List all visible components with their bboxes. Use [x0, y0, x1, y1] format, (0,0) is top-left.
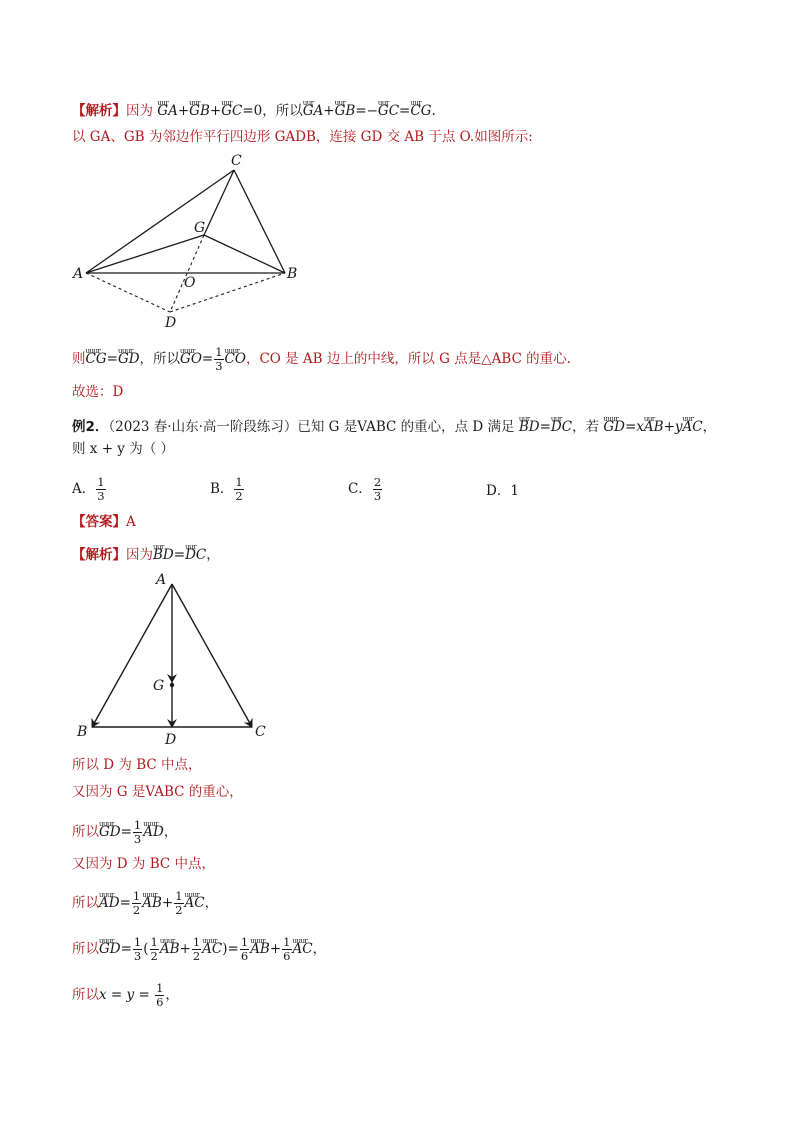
analysis2-s5: 所以uuur AD= $\frac{1}{2}$ uuur AB+ $\frac{1}{2}$ uuur AC，	[72, 888, 218, 917]
analysis-line-3: 则uuur CG=uuur GD，所以uuur GO= $\frac{1}{3}$ uuur CO，CO 是 AB 边上的中线，所以 G 点是△ABC 的重心.	[72, 344, 571, 373]
text: ，CO 是 AB 边上的中线，所以 G 点是△ABC 的重心.	[245, 351, 571, 367]
vector-BD: uur BD	[519, 412, 540, 436]
analysis2-s3: 所以uuur GD= $\frac{1}{3}$ uuur AD，	[72, 817, 177, 846]
fraction: $\frac{1}{2}$	[132, 889, 141, 917]
num: 1	[97, 475, 105, 489]
vector-AC: uuur AC	[202, 934, 222, 958]
figure-triangle	[70, 568, 280, 748]
label-D: D	[165, 315, 177, 331]
option-letter: C．	[348, 481, 372, 497]
option-b	[210, 476, 245, 503]
text: 因为	[126, 103, 153, 119]
analysis-line-2: 以 GA、GB 为邻边作平行四边形 GADB，连接 GD 交 AB 于点 O.如图所示:	[72, 129, 533, 145]
vector-BD: uur BD	[153, 540, 174, 564]
point-G	[170, 683, 174, 687]
vector-AD: uuur AD	[143, 817, 164, 841]
vector-CG: uuur CG	[86, 344, 107, 368]
vector-GD: uuur GD	[99, 934, 121, 958]
vector-AB: uur AB	[644, 412, 664, 436]
text: 所以	[72, 895, 99, 911]
den: 3	[373, 489, 382, 503]
segment-AD	[86, 273, 170, 312]
fraction: $\frac{1}{6}$	[283, 935, 291, 963]
text: ，若	[572, 419, 600, 435]
vector-GB: uur GB	[189, 96, 210, 120]
analysis-tag: 【解析】	[72, 547, 126, 563]
analysis-line-1: 【解析】因为 uur GA+uur GB+uur GC=0，所以uur GA+uur GB=−uur GC=uur CG.	[72, 96, 436, 120]
fraction: $\frac{1}{6}$	[156, 981, 164, 1009]
vector-DC: uur DC	[185, 540, 206, 564]
example-2-stem: 例2．（2023 春·山东·高一阶段练习）已知 G 是VABC 的重心，点 D 满足 uur BD=uur DC，若 uuur GD=xuur AB+yuur AC，	[72, 412, 716, 436]
vector-DC: uur DC	[551, 412, 572, 436]
answer-2	[72, 513, 136, 531]
vector-GA-2: uur GA	[303, 96, 324, 120]
analysis2-s7: 所以x = y = $\frac{1}{6}$ ，	[72, 981, 179, 1009]
label-B: B	[287, 266, 298, 282]
vector-AC: uur AC	[683, 412, 703, 436]
label-D: D	[165, 732, 177, 748]
label-A: A	[156, 572, 167, 588]
vector-GB-2: uur GB	[335, 96, 356, 120]
segment-GB	[204, 235, 285, 273]
option-c	[348, 476, 383, 503]
vector-GD: uuur GD	[603, 412, 625, 436]
num: 2	[373, 475, 382, 489]
label-A: A	[73, 266, 84, 282]
vector-CO: uuur CO	[225, 344, 246, 368]
vector-AD: uuur AD	[99, 888, 120, 912]
answer-1: 故选：D	[72, 384, 124, 400]
vector-GO: uuur GO	[180, 344, 202, 368]
fraction: $\frac{1}{3}$	[133, 935, 142, 963]
vector-GC-2: uur GC	[378, 96, 399, 120]
example-source: （2023 春·山东·高一阶段练习）	[108, 419, 298, 435]
example-label: 例2．	[72, 419, 109, 435]
vector-AB: uuur AB	[160, 934, 180, 958]
vector-GD: uuur GD	[99, 817, 121, 841]
fraction: $\frac{1}{2}$	[192, 935, 201, 963]
analysis2-s4: 又因为 D 为 BC 中点，	[72, 856, 215, 872]
vector-CG: uur CG	[410, 96, 431, 120]
vector-GC: uur GC	[221, 96, 242, 120]
text: 所以	[72, 824, 99, 840]
answer-tag: 【答案】	[72, 514, 126, 530]
vector-GD: uuur GD	[118, 344, 140, 368]
analysis2-s2: 又因为 G 是VABC 的重心，	[72, 784, 243, 800]
option-a	[72, 476, 107, 503]
analysis2-line-1: 【解析】因为uur BD=uur DC，	[72, 540, 220, 564]
fraction: $\frac{1}{3}$	[133, 818, 142, 846]
den: 3	[97, 489, 105, 503]
fraction	[373, 476, 382, 503]
figure-parallelogram	[70, 150, 310, 335]
num: 1	[235, 475, 243, 489]
vector-GA: uur GA	[157, 96, 178, 120]
example-2-question: 则 x + y 为（ ）	[72, 441, 175, 457]
label-B: B	[77, 724, 88, 740]
text: 已知 G 是VABC 的重心，点 D 满足	[297, 419, 515, 435]
text: 所以	[72, 941, 99, 957]
text: ，所以	[139, 351, 181, 367]
analysis-tag: 【解析】	[72, 103, 126, 119]
label-O: O	[184, 275, 196, 291]
vector-AC	[172, 584, 252, 727]
segment-AC	[86, 170, 234, 273]
text: 所以	[72, 987, 99, 1003]
label-C: C	[231, 153, 242, 169]
den: 2	[235, 489, 243, 503]
text: 则	[72, 351, 86, 367]
vector-AC: uuur AC	[185, 888, 205, 912]
fraction: $\frac{1}{2}$	[150, 935, 158, 963]
analysis2-s6: 所以uuur GD= $\frac{1}{3}$ ( $\frac{1}{2}$ uuur AB+ $\frac{1}{2}$ uuur AC)= $\frac{1}{6}$ uuur AB+ $\frac{1}{6}$ uuur AC，	[72, 934, 326, 963]
text: ，所以	[262, 103, 303, 119]
option-value: 1	[510, 483, 519, 499]
label-G: G	[153, 678, 165, 694]
option-letter: B．	[210, 481, 234, 497]
text: 因为	[126, 547, 153, 563]
answer-value: A	[126, 514, 136, 530]
fraction: $\frac{1}{3}$	[215, 345, 223, 373]
segment-AG	[86, 235, 204, 273]
vector-AB: uuur AB	[250, 934, 270, 958]
option-d	[486, 479, 519, 499]
analysis2-s1: 所以 D 为 BC 中点，	[72, 757, 202, 773]
fraction	[96, 476, 105, 503]
segment-CB	[234, 170, 285, 273]
fraction	[234, 476, 243, 503]
text: ，	[702, 419, 717, 435]
option-letter: D．	[486, 483, 511, 499]
vector-AB: uuur AB	[142, 888, 162, 912]
label-C: C	[255, 724, 266, 740]
vector-AB	[92, 584, 172, 727]
label-G: G	[194, 220, 206, 236]
option-letter: A．	[72, 481, 96, 497]
fraction: $\frac{1}{2}$	[175, 889, 183, 917]
vector-AC: uuur AC	[293, 934, 313, 958]
fraction: $\frac{1}{6}$	[240, 935, 249, 963]
